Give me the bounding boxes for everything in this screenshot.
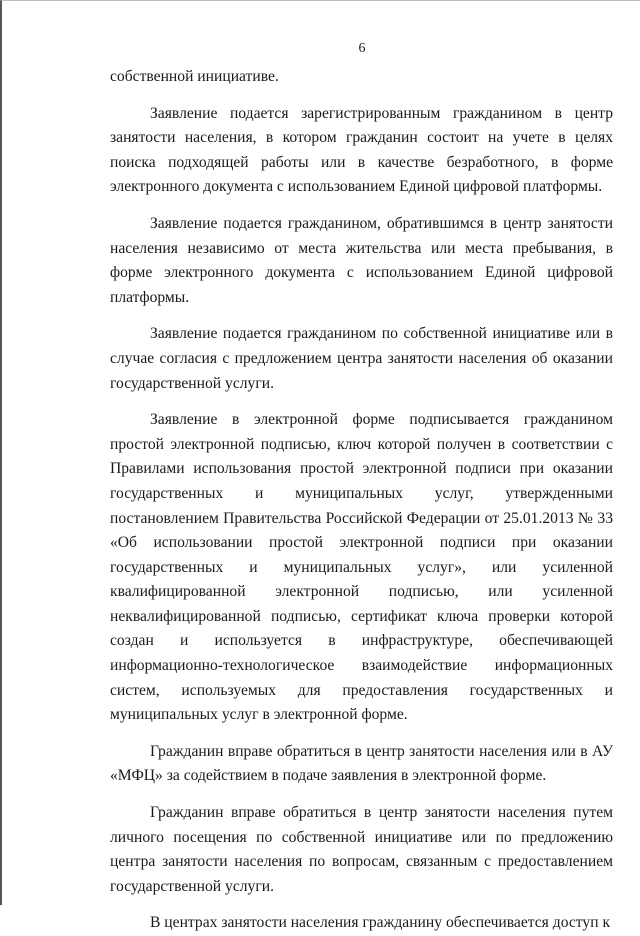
paragraph-electronic-signature: Заявление в электронной форме подписывается гражданином простой электронной подписью, ключ которой получен в соответствии с Правилами использования простой электронной подписи при оказании государственных и муниципальных услуг, утвержденными постановлением Правительства Российской Федерации от 25.01.2013 № 33 «Об использовании простой электронной подписи при оказании государственных и муниципальных услуг», или усиленной квалифицированной электронной подписью, или усиленной неквалифицированной подписью, сертификат ключа проверки которой создан и используется в инфраструктуре, обеспечивающей информационно-технологическое взаимодействие информационных систем, используемых для предоставления государственных и муниципальных услуг в электронной форме. <box>110 411 613 724</box>
paragraph-continuation: собственной инициативе. <box>110 68 279 85</box>
paragraph-mfc-assistance: Гражданин вправе обратиться в центр занятости населения или в АУ «МФЦ» за содействием в подаче заявления в электронной форме. <box>110 742 613 785</box>
document-body <box>110 65 613 936</box>
paragraph-own-initiative: Заявление подается гражданином по собственной инициативе или в случае согласия с предложением центра занятости населения об оказании государственной услуги. <box>110 325 613 392</box>
paragraph-applicant-any-residence: Заявление подается гражданином, обратившимся в центр занятости населения независимо от места жительства или места пребывания, в форме электронного документа с использованием Единой цифровой платформы. <box>110 214 613 306</box>
paragraph-access-provided: В центрах занятости населения гражданину обеспечивается доступ к <box>150 914 611 932</box>
paragraph-personal-visit: Гражданин вправе обратиться в центр занятости населения путем личного посещения по собственной инициативе или по предложению центра занятости населения по вопросам, связанным с предоставлением государственной услуги. <box>110 804 613 895</box>
page-number: 6 <box>358 41 366 56</box>
paragraph-registered-citizen: Заявление подается зарегистрированным гражданином в центр занятости населения, в котором гражданин состоит на учете в целях поиска подходящей работы или в качестве безработного, в форме электронного документа с использованием Единой цифровой платформы. <box>110 104 613 196</box>
